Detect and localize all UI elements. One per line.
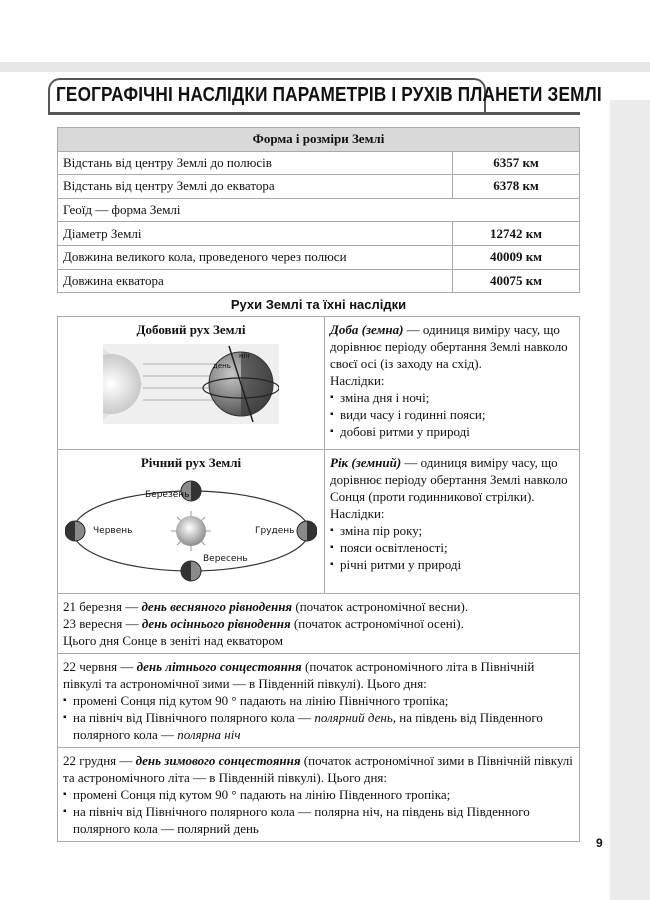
earth-orbit-figure [65, 475, 317, 587]
row-value: 6357 км [453, 151, 580, 175]
annual-figure-cell [58, 450, 325, 594]
table-row [58, 245, 580, 269]
page-heading: ГЕОГРАФІЧНІ НАСЛІДКИ ПАРАМЕТРІВ І РУХІВ ПЛАНЕТИ ЗЕМЛІ [56, 84, 602, 106]
row-value: 12742 км [453, 222, 580, 246]
summer-b2-b: , на південь від Південного полярного кола — [73, 710, 543, 742]
daily-definition [330, 321, 574, 372]
winter-intro [63, 752, 574, 786]
polar-night-term: полярна ніч [177, 727, 241, 742]
top-decor-band [0, 62, 650, 72]
daily-consequences-label: Наслідки: [330, 373, 385, 388]
annual-definition-text: — одиниця виміру часу, що дорівнює періоду обертання Землі навколо Сонця (проти годинникової стрілки). [330, 455, 568, 504]
day-label: день [213, 362, 231, 370]
summer-date: 22 червня — [63, 659, 137, 674]
winter-row [58, 748, 580, 842]
shape-size-table [57, 127, 580, 293]
annual-definition-cell [325, 450, 580, 594]
summer-intro [63, 658, 574, 692]
list-item: ▪ на північ від Північного полярного кола — полярна ніч, на південь від Південного полярного кола — полярний день [63, 803, 574, 837]
row-value: 6378 км [453, 175, 580, 199]
december-label: Грудень [255, 526, 295, 536]
daily-row [58, 317, 580, 450]
summer-list [63, 692, 574, 743]
daily-title: Добовий рух Землі [136, 322, 246, 337]
winter-term: день зимового сонцестояння [135, 753, 301, 768]
daily-term: Доба (земна) [330, 322, 404, 337]
table-row [58, 198, 580, 222]
sun-icon [171, 511, 211, 551]
table-row [58, 175, 580, 199]
list-item: ▪ промені Сонця під кутом 90 ° падають на лінію Північного тропіка; [63, 692, 574, 709]
row-label: Відстань від центру Землі до полюсів [58, 151, 453, 175]
summer-rest: (початок астрономічного літа в Північній півкулі та астрономічної зими — в Південній півкулі). Цього дня: [63, 659, 535, 691]
winter-list [63, 786, 574, 837]
annual-row [58, 450, 580, 594]
earth-rotation-figure [103, 344, 279, 424]
june-label: Червень [93, 526, 133, 536]
list-item: ▪ добові ритми у природі [330, 423, 574, 440]
daily-figure-cell [58, 317, 325, 450]
earth-december-icon [297, 521, 317, 541]
motions-table [57, 316, 580, 842]
motions-title: Рухи Землі та їхні наслідки [230, 297, 407, 312]
equinox-cell [58, 594, 580, 654]
winter-date: 22 грудня — [63, 753, 136, 768]
spring-equinox-line [63, 598, 574, 615]
night-label: ніч [239, 352, 250, 360]
earth-june-icon [65, 521, 85, 541]
summer-term: день літнього сонцестояння [136, 659, 302, 674]
row-label: Довжина великого кола, проведеного через полюси [58, 245, 453, 269]
earth-september-icon [181, 561, 201, 581]
row-label: Діаметр Землі [58, 222, 453, 246]
winter-cell [58, 748, 580, 842]
equinox-note: Цього дня Сонце в зеніті над екватором [63, 633, 283, 648]
table-row [58, 151, 580, 175]
list-item: ▪ річні ритми у природі [330, 556, 574, 573]
september-label: Вересень [203, 554, 248, 564]
list-item: ▪ промені Сонця під кутом 90 ° падають на лінію Південного тропіка; [63, 786, 574, 803]
list-item: ▪ пояси освітленості; [330, 539, 574, 556]
page-number: 9 [596, 836, 603, 850]
summer-row [58, 654, 580, 748]
row-label: Геоїд — форма Землі [58, 198, 580, 222]
equinox-row [58, 594, 580, 654]
summer-cell [58, 654, 580, 748]
row-value: 40009 км [453, 245, 580, 269]
list-item: ▪ зміна пір року; [330, 522, 574, 539]
row-label: Довжина екватора [58, 269, 453, 293]
march-label: Березень [145, 490, 190, 500]
list-item [63, 709, 574, 743]
heading-rule [48, 112, 580, 115]
row-label: Відстань від центру Землі до екватора [58, 175, 453, 199]
daily-definition-text: — одиниця виміру часу, що дорівнює періоду обертання Землі навколо своєї осі (із заходу на схід). [330, 322, 568, 371]
annual-definition [330, 454, 574, 505]
shape-table-header: Форма і розміри Землі [58, 128, 580, 152]
annual-term: Рік (земний) [330, 455, 402, 470]
table-row [58, 269, 580, 293]
daily-definition-cell [325, 317, 580, 450]
spring-rest: (початок астрономічної весни). [292, 599, 469, 614]
annual-consequences-label: Наслідки: [330, 506, 385, 521]
annual-consequences [330, 522, 574, 573]
winter-rest: (початок астрономічної зими в Північній півкулі та астрономічного літа — в Південній півкулі). Цього дня: [63, 753, 573, 785]
list-item: ▪ зміна дня і ночі; [330, 389, 574, 406]
polar-day-term: полярний день [314, 710, 393, 725]
autumn-date: 23 вересня — [63, 616, 142, 631]
summer-b2-a: на північ від Північного полярного кола — [73, 710, 315, 725]
row-value: 40075 км [453, 269, 580, 293]
spring-date: 21 березня — [63, 599, 142, 614]
daily-consequences [330, 389, 574, 440]
table-row [58, 222, 580, 246]
autumn-equinox-line [63, 615, 574, 632]
autumn-rest: (початок астрономічної осені). [290, 616, 464, 631]
autumn-term: день осіннього рівнодення [141, 616, 291, 631]
spring-term: день весняного рівнодення [141, 599, 293, 614]
annual-title: Річний рух Землі [140, 455, 242, 470]
list-item: ▪ види часу і годинні пояси; [330, 406, 574, 423]
right-margin-band [610, 100, 650, 900]
